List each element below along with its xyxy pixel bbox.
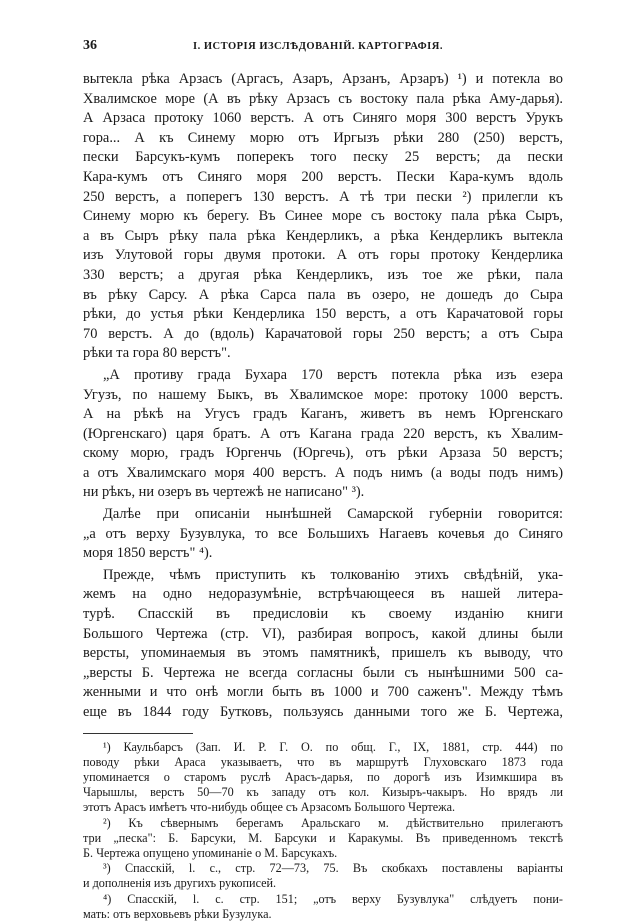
footnote-2	[83, 816, 563, 862]
text-line: изъ Улутовой горы двумя протоки. А отъ горы протоку Кендерлика	[83, 247, 563, 264]
footnote-3	[83, 861, 563, 891]
text-line: А Арзаса протоку 1060 верстъ. А отъ Синяго моря 300 верстъ Урукъ	[83, 110, 563, 127]
footnote-line: Б. Чертежа опущено упоминаніе о М. Барсукахъ.	[83, 846, 338, 861]
paragraph-3	[83, 505, 563, 564]
footnotes	[83, 740, 563, 922]
text-line: Синему морю къ берегу. Въ Синее море съ востоку пала рѣка Сыръ,	[83, 208, 563, 225]
footnote-1	[83, 740, 563, 816]
text-line: жемъ на одно недоразумѣніе, встрѣчающееся въ нашей литера-	[83, 586, 563, 603]
running-head	[83, 38, 563, 58]
text-line: скому морю, градъ Юргенчь (Юргечь), отъ рѣки Арзаза 50 верстъ;	[83, 445, 563, 462]
footnote-line: Чарышлы, верстъ 50—70 къ западу отъ кол. Кизыръ-чакыръ. Но врядъ ли	[83, 785, 563, 800]
text-line: женными и что онѣ могли быть въ 1000 и 700 саженъ". Между тѣмъ	[83, 684, 563, 701]
paragraph-1	[83, 70, 563, 364]
text-line: А на рѣкѣ на Угусъ градъ Каганъ, живетъ въ немъ Юргенскаго	[83, 406, 563, 423]
text-line: а въ Сыръ рѣку пала рѣка Кендерликъ, а рѣка Кендерликъ вытекла	[83, 227, 563, 244]
page-number: 36	[83, 38, 97, 53]
footnote-divider	[83, 733, 193, 734]
text-line: 330 верстъ; а другая рѣка Кендерликъ, изъ тое же рѣки, пала	[83, 266, 563, 283]
footnote-line: ³) Спасскій, l. c., стр. 72—73, 75. Въ скобкахъ поставлены варіанты	[103, 861, 563, 876]
text-line: еще въ 1844 году Бутковъ, пользуясь данными того же Б. Чертежа,	[83, 704, 563, 720]
text-line: пески Барсукъ-кумъ поперекъ того песку 25 верстъ; да пески	[83, 149, 563, 166]
text-line: 250 верстъ, а поперегъ 130 верстъ. А тѣ три пески ²) прилегли къ	[83, 188, 563, 205]
text-line: Кара-кумъ отъ Синяго моря 200 верстъ. Пески Кара-кумъ вдоль	[83, 168, 563, 185]
footnote-line: мать: отъ верховьевъ рѣки Бузулука.	[83, 906, 272, 921]
footnote-4	[83, 892, 563, 922]
text-line: рѣки та гора 80 верстъ".	[83, 345, 231, 362]
text-line: въ рѣку Сарсу. А рѣка Сарса пала въ озеро, не дошедъ до Сыра	[83, 286, 563, 303]
text-line: а отъ Хвалимскаго моря 400 верстъ. А подъ нимъ (а воды подъ нимъ)	[83, 464, 563, 481]
text-line: гора... А къ Синему морю отъ Иргызъ рѣки 280 (250) верстъ,	[83, 129, 563, 146]
text-line: турѣ. Спасскій въ предисловіи къ своему изданію книги	[83, 606, 563, 623]
text-line: ни рѣкъ, ни озеръ въ чертежѣ не написано" ³).	[83, 484, 365, 501]
text-line: (Юргенскаго) царя братъ. А отъ Кагана града 220 верстъ, къ Хвалим-	[83, 425, 563, 442]
text-line: „а отъ верху Бузувлука, то все Большихъ Нагаевъ кочевья до Синяго	[83, 525, 563, 542]
footnote-line: ⁴) Спасскій, l. c. стр. 151; „отъ верху Бузувлука" слѣдуетъ пони-	[103, 891, 563, 906]
body-text	[83, 70, 563, 723]
book-page	[83, 38, 563, 922]
footnote-line: поводу рѣки Араса указываетъ, что въ маршрутѣ Глуховскаго 1873 года	[83, 754, 563, 769]
footnote-line: и дополненія изъ другихъ рукописей.	[83, 876, 277, 891]
text-line: Хвалимское море (А въ рѣку Арзасъ съ востоку пала рѣка Аму-дарья).	[83, 90, 563, 107]
footnote-line: этотъ Арасъ имѣетъ что-нибудь общее съ Арзасомъ Большого Чертежа.	[83, 800, 456, 815]
running-title: I. ИСТОРІЯ ИЗСЛѢДОВАНІЙ. КАРТОГРАФІЯ.	[193, 41, 443, 52]
footnote-line: упоминается о старомъ руслѣ Арасъ-дарья, по дорогѣ изъ Изимкшира въ	[83, 770, 563, 784]
text-line: „версты Б. Чертежа не всегда согласны были съ нынѣшними 500 са-	[83, 664, 563, 681]
text-line: Большого Чертежа (стр. VI), разбирая вопросъ, какой длины были	[83, 625, 563, 642]
text-line: Прежде, чѣмъ приступить къ толкованію этихъ свѣдѣній, ука-	[103, 566, 563, 583]
paragraph-4	[83, 566, 563, 723]
text-line: Угузъ, по нашему Быкъ, въ Хвалимское море: протоку 1000 верстъ.	[83, 386, 563, 403]
text-line: рѣки, до устья рѣки Кендерлика 150 верстъ, а отъ Карачатовой горы	[83, 306, 563, 323]
text-line: моря 1850 верстъ" ⁴).	[83, 545, 213, 562]
text-line: „А противу града Бухара 170 верстъ потекла рѣка изъ езера	[103, 366, 563, 383]
footnote-line: три „песка": Б. Барсуки, М. Барсуки и Каракумы. Въ приведенномъ текстѣ	[83, 830, 563, 845]
footnote-line: ¹) Каульбарсъ (Зап. И. Р. Г. О. по общ. Г., IX, 1881, стр. 444) по	[103, 739, 563, 754]
text-line: версты, упоминаемыя въ этомъ памятникѣ, пришелъ къ выводу, что	[83, 645, 563, 662]
footnote-line: ²) Къ сѣвернымъ берегамъ Аральскаго м. дѣйствительно прилегаютъ	[103, 815, 563, 830]
text-line: Далѣе при описаніи нынѣшней Самарской губерніи говорится:	[103, 506, 563, 523]
text-line: вытекла рѣка Арзасъ (Аргасъ, Азаръ, Арзанъ, Арзаръ) ¹) и потекла во	[83, 71, 563, 87]
paragraph-2	[83, 366, 563, 503]
text-line: 70 верстъ. А до (вдоль) Карачатовой горы 250 верстъ; а отъ Сыра	[83, 325, 563, 342]
